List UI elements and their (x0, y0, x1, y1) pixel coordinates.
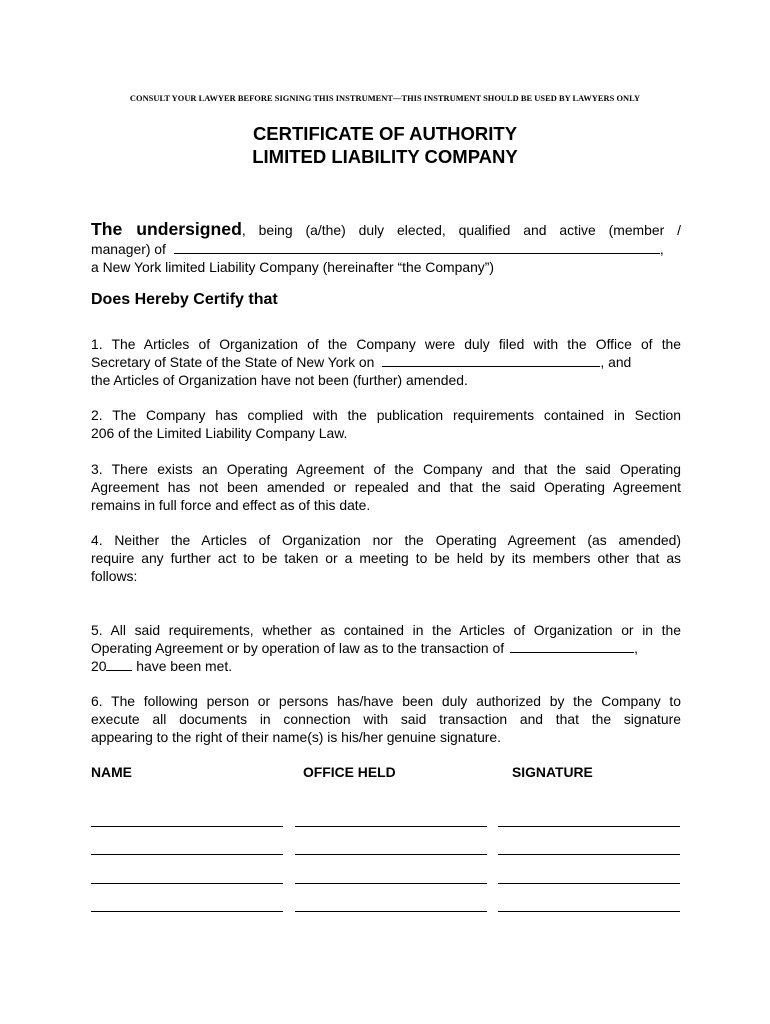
signature-line-3[interactable] (498, 883, 680, 884)
item-5 (91, 621, 681, 675)
item-1 (91, 335, 681, 389)
year-field[interactable] (106, 657, 132, 671)
company-name-field[interactable] (174, 240, 660, 254)
intro-paragraph (91, 218, 681, 276)
item-5-prefix: Operating Agreement or by operation of law as to the transaction of (91, 640, 505, 656)
item-5-line-3-text: have been met. (132, 658, 233, 674)
office-line-4[interactable] (295, 911, 487, 912)
item-6-line-3: appearing to the right of their name(s) is his/her genuine signature. (91, 729, 502, 745)
title-line-1: CERTIFICATE OF AUTHORITY (252, 123, 518, 144)
item-4 (91, 531, 681, 585)
filing-date-field[interactable] (382, 353, 600, 367)
intro-line-2 (91, 240, 681, 258)
item-6-line-1: 6. The following person or persons has/have been duly authorized by the Company to (91, 693, 681, 709)
intro-line-1-text: , being (a/the) duly elected, qualified and active (member / (241, 222, 681, 238)
transaction-field[interactable] (510, 639, 634, 653)
item-2 (91, 406, 681, 442)
item-5-line-1: 5. All said requirements, whether as contained in the Articles of Organization or in the (91, 622, 681, 638)
office-line-1[interactable] (295, 826, 487, 827)
item-4-line-1: 4. Neither the Articles of Organization nor the Operating Agreement (as amended) (91, 532, 681, 548)
name-line-1[interactable] (91, 826, 283, 827)
document-title (0, 122, 770, 168)
item-4-line-2: require any further act to be taken or a meeting to be held by its members other that as (91, 550, 681, 566)
year-prefix: 20 (91, 658, 107, 674)
office-line-2[interactable] (295, 854, 487, 855)
column-header-name: NAME (91, 764, 132, 780)
item-3 (91, 460, 681, 514)
item-1-suffix: , and (600, 354, 632, 370)
item-6-line-2: execute all documents in connection with said transaction and that the signature (91, 711, 681, 727)
item-1-prefix: Secretary of State of the State of New York on (91, 354, 375, 370)
item-3-line-2: Agreement has not been amended or repealed and that the said Operating Agreement (91, 479, 681, 495)
signature-line-2[interactable] (498, 854, 680, 855)
item-5-line-2 (91, 639, 681, 657)
lawyer-notice: CONSULT YOUR LAWYER BEFORE SIGNING THIS INSTRUMENT—THIS INSTRUMENT SHOULD BE USED BY LAWYERS ONLY (129, 94, 641, 103)
item-6 (91, 692, 681, 746)
intro-line-3: a New York limited Liability Company (hereinafter “the Company”) (91, 259, 495, 275)
item-2-line-2: 206 of the Limited Liability Company Law. (91, 425, 348, 441)
item-2-line-1: 2. The Company has complied with the publication requirements contained in Section (91, 407, 681, 423)
item-1-line-2 (91, 353, 681, 371)
item-3-line-1: 3. There exists an Operating Agreement of the Company and that the said Operating (91, 461, 681, 477)
intro-comma: , (659, 241, 664, 257)
name-line-2[interactable] (91, 854, 283, 855)
name-line-4[interactable] (91, 911, 283, 912)
item-1-line-3: the Articles of Organization have not been (further) amended. (91, 372, 468, 388)
name-line-3[interactable] (91, 883, 283, 884)
item-5-suffix: , (634, 640, 638, 656)
signature-line-4[interactable] (498, 911, 680, 912)
intro-line-1 (91, 218, 681, 240)
column-header-signature: SIGNATURE (512, 764, 593, 780)
intro-lead: The undersigned (91, 219, 242, 239)
item-5-line-3 (91, 657, 681, 675)
item-4-line-3: follows: (91, 568, 138, 584)
intro-manager-of: manager) of (91, 241, 166, 257)
office-line-3[interactable] (295, 883, 487, 884)
column-header-office: OFFICE HELD (303, 764, 396, 780)
item-3-line-3: remains in full force and effect as of this date. (91, 497, 371, 513)
signature-line-1[interactable] (498, 826, 680, 827)
title-line-2: LIMITED LIABILITY COMPANY (252, 146, 518, 167)
item-1-line-1: 1. The Articles of Organization of the Company were duly filed with the Office of the (91, 336, 681, 352)
certify-heading: Does Hereby Certify that (91, 291, 278, 308)
